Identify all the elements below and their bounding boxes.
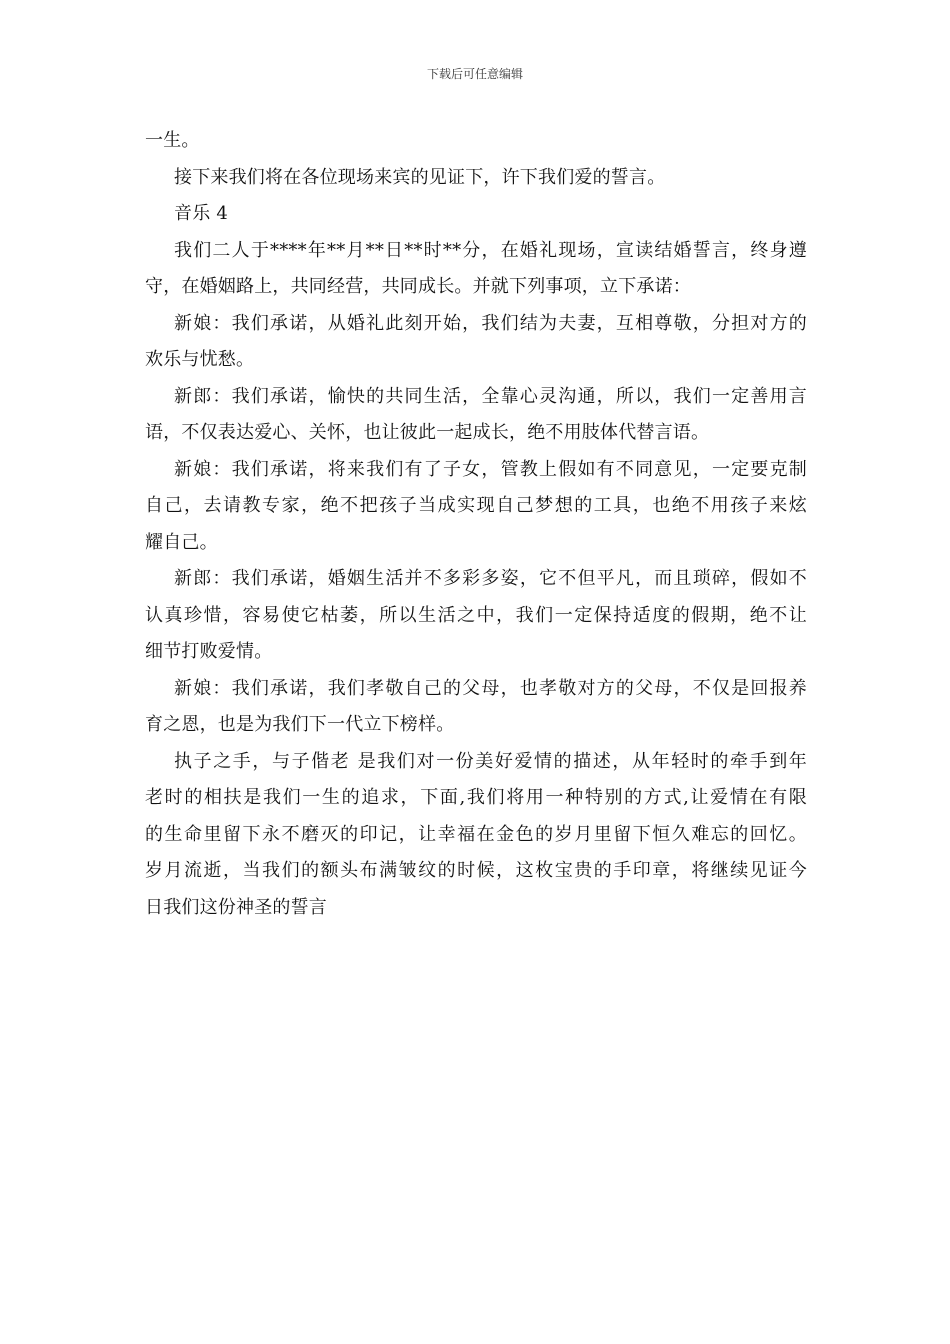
- text-line: 岁月流逝，当我们的额头布满皱纹的时候，这枚宝贵的手印章，将继续见证今: [145, 860, 807, 881]
- text-line: 新郎：我们承诺，愉快的共同生活，全靠心灵沟通，所以，我们一定善用言: [174, 385, 807, 407]
- text-line: 欢乐与忧愁。: [145, 349, 255, 370]
- text-line: 执子之手，与子偕老 是我们对一份美好爱情的描述，从年轻时的牵手到年: [174, 750, 807, 772]
- text-line: 接下来我们将在各位现场来宾的见证下，许下我们爱的誓言。: [174, 166, 666, 188]
- page-header-watermark: 下载后可任意编辑: [426, 67, 523, 81]
- text-line: 细节打败爱情。: [145, 641, 273, 662]
- text-line: 新娘：我们承诺，从婚礼此刻开始，我们结为夫妻，互相尊敬，分担对方的: [174, 312, 807, 334]
- text-line: 新娘：我们承诺，我们孝敬自己的父母，也孝敬对方的父母，不仅是回报养: [174, 677, 807, 699]
- document-body: [145, 123, 807, 926]
- text-line: 自己，去请教专家，绝不把孩子当成实现自己梦想的工具，也绝不用孩子来炫: [145, 495, 807, 516]
- text-line: 新娘：我们承诺，将来我们有了子女，管教上假如有不同意见，一定要克制: [174, 458, 807, 480]
- text-line: 老时的相扶是我们一生的追求，下面,我们将用一种特别的方式,让爱情在有限: [145, 787, 807, 808]
- text-line: 日我们这份神圣的誓言: [145, 896, 327, 918]
- text-line: 我们二人于****年**月**日**时**分，在婚礼现场，宣读结婚誓言，终身遵: [174, 239, 807, 261]
- text-line: 育之恩，也是为我们下一代立下榜样。: [145, 714, 455, 735]
- text-line: 一生。: [145, 130, 200, 151]
- text-line: 认真珍惜，容易使它枯萎，所以生活之中，我们一定保持适度的假期，绝不让: [145, 604, 807, 626]
- text-line: 耀自己。: [145, 531, 218, 553]
- text-line: 语，不仅表达爱心、关怀，也让彼此一起成长，绝不用肢体代替言语。: [145, 422, 710, 443]
- text-line: 新郎：我们承诺，婚姻生活并不多彩多姿，它不但平凡，而且琐碎，假如不: [174, 568, 807, 589]
- text-line: 音乐 4: [174, 203, 228, 224]
- text-line: 守，在婚姻路上，共同经营，共同成长。并就下列事项，立下承诺：: [145, 276, 691, 297]
- text-line: 的生命里留下永不磨灭的印记，让幸福在金色的岁月里留下恒久难忘的回忆。: [145, 823, 807, 845]
